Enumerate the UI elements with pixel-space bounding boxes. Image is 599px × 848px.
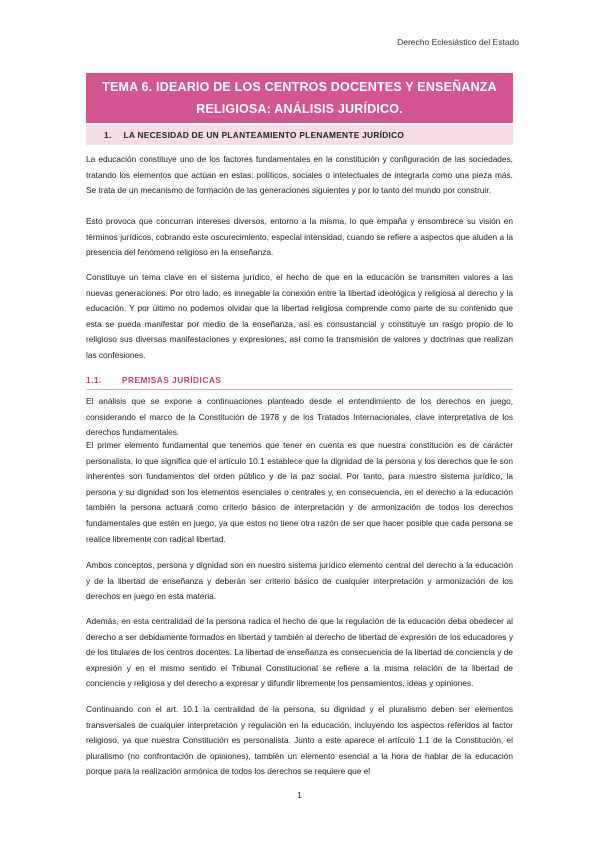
chapter-title-text: TEMA 6. IDEARIO DE LOS CENTROS DOCENTES Y ENSEÑANZA RELIGIOSA: ANÁLISIS JURÍDICO. <box>102 80 497 116</box>
paragraph: Continuando con el art. 10.1 la centralidad de la persona, su dignidad y el pluralismo deben ser elementos transversales de cualquier interpretación y regulación en la educación, incluyendo los aspectos referidos al factor religioso, ya que nuestra Constitución es personalista. Junto a este aparece el artículo 1.1 de la Constitución, el pluralismo (no confrontación de opiniones), también un elemento esencial a la hora de hablar de la educación porque para la realización armónica de todos los derechos se requiere que el <box>86 704 513 777</box>
subsection-number: 1.1. <box>86 375 102 385</box>
chapter-title <box>86 73 513 123</box>
page-number: 1 <box>297 790 302 800</box>
subsection-title: PREMISAS JURÍDICAS <box>122 375 222 385</box>
paragraph: Además, en esta centralidad de la persona radica el hecho de que la regulación de la educación deba obedecer al derecho a ser debidamente formados en libertad y también al derecho de libertad de expresión de los educadores y de los titulares de los centros docentes. La libertad de enseñanza es consecuencia de la libertad de conciencia y de expresión y en el mismo sentido el Tribunal Constitucional se refiere a la misma relación de la libertad de conciencia y religiosa y del derecho a expresar y difundir libremente los pensamientos, ideas y opiniones. <box>86 616 513 689</box>
paragraph: Constituye un tema clave en el sistema jurídico, el hecho de que en la educación se transmiten valores a las nuevas generaciones. Por otro lado, es innegable la conexión entre la libertad ideológica y religiosa al derecho y la educación. Y por último no podemos olvidar que la libertad religiosa comprende como parte de su contenido que esta se pueda manifestar por medio de la enseñanza, así es consustancial y constituye un rasgo propio de lo religioso sus diversas manifestaciones y expresiones, así como la transmisión de valores y doctrinas que realizan las confesiones. <box>86 272 513 360</box>
paragraph: Esto provoca que concurran intereses diversos, entorno a la misma, lo que empaña y ensombrece su visión en términos jurídicos, cobrando este oscurecimiento, especial intensidad, cuando se refiere a aspectos que aluden a la presencia del fenómeno religioso en la enseñanza. <box>86 216 513 258</box>
section-number: 1. <box>104 130 112 140</box>
running-header: Derecho Eclesiástico del Estado <box>397 37 519 47</box>
paragraph: La educación constituye uno de los factores fundamentales en la constitución y configuración de las sociedades, tratando los elementos que actúan en estas: políticos, sociales o intelectuales de integrarla como una pieza más. Se trata de un mecanismo de formación de las generaciones siguientes y por lo tanto del mundo por construir. <box>86 154 513 196</box>
paragraph: El primer elemento fundamental que tenemos que tener en cuenta es que nuestra constitución es de carácter personalista, lo que significa que el artículo 10.1 establece que la dignidad de la persona y los derechos que le son inherentes son fundamentos del orden público y de la paz social. Por tanto, para nuestro sistema jurídico, la persona y su dignidad son los elementos esenciales o centrales y, en consecuencia, en el derecho a la educación también la persona actuará como criterio básico de interpretación y de armonización de todos los derechos fundamentales que estén en juego, ya que estos no tiene otra razón de ser que hacer posible que cada persona se realice libremente con radical libertad. <box>86 440 513 544</box>
paragraph: Ambos conceptos, persona y dignidad son en nuestro sistema jurídico elemento central del derecho a la educación y de la libertad de enseñanza y deberán ser criterio básico de cualquier interpretación y armonización de los derechos en juego en esta materia. <box>86 560 513 602</box>
paragraph: El análisis que se expone a continuaciones planteado desde el entendimiento de los derechos en juego, considerando el marco de la Constitución de 1978 y de los Tratados Internacionales, clave interpretativa de los derechos fundamentales. <box>86 396 513 438</box>
section-title: LA NECESIDAD DE UN PLANTEAMIENTO PLENAMENTE JURÍDICO <box>123 130 405 140</box>
section-heading <box>86 125 513 145</box>
subsection-heading <box>86 371 513 390</box>
